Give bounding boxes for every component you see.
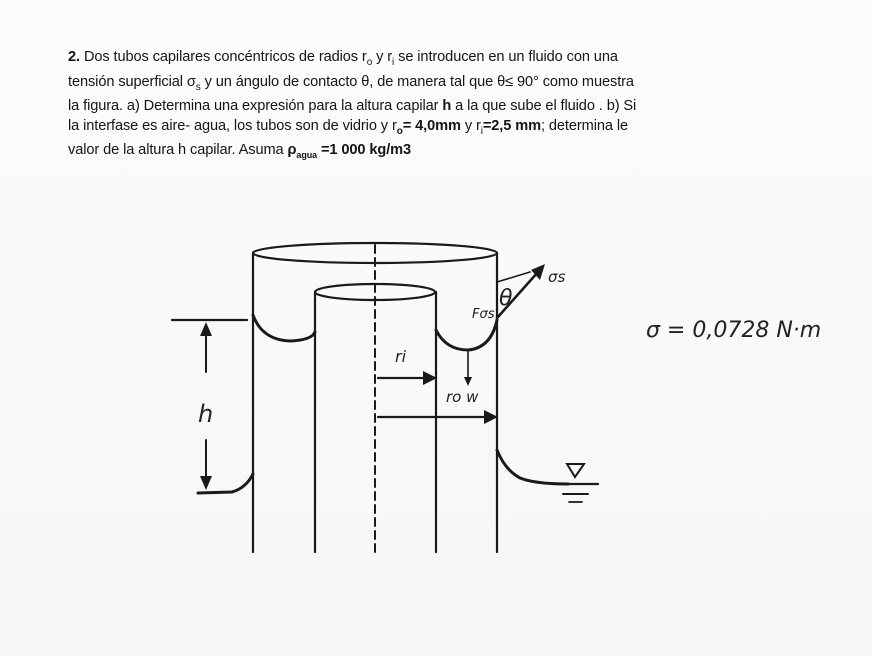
problem-number: 2. bbox=[68, 49, 80, 65]
label-ri: ri bbox=[395, 347, 407, 366]
label-h: h bbox=[198, 400, 214, 428]
weight-arrow-head bbox=[464, 377, 472, 386]
tangent-line bbox=[497, 272, 530, 282]
water-level-triangle bbox=[567, 464, 584, 477]
label-force: Fσs bbox=[472, 307, 495, 322]
meniscus-right bbox=[436, 320, 497, 350]
outer-free-surface bbox=[497, 450, 568, 484]
label-sigma: σs bbox=[548, 268, 566, 286]
problem-statement: 2. Dos tubos capilares concéntricos de radios $r_o$ y $r_i$ se introducen en un fluido con una tensión superficial $\sigma_s$ y un ángulo de contacto θ, de manera tal que θ≤ 90° como muestra la figura. a) Determina una expresión para la altura capilar h a la que sube el fluido . b) Si la interfase es aire- agua, los tubos son de vidrio y $r_o= 4,0mm$ y $r_i=2,5$ mm; determina le valor de la altura h capilar. Asuma $\rho_{agua} =1$ 000 kg/m3 bbox=[68, 49, 637, 160]
h-arrow-head-bottom bbox=[200, 476, 212, 490]
h-arrow-head-top bbox=[200, 322, 212, 336]
label-ro: ro w bbox=[446, 388, 479, 406]
meniscus-left bbox=[253, 315, 315, 341]
label-theta: θ bbox=[499, 286, 513, 311]
handwritten-surface-tension: σ = 0,0728 N·m bbox=[646, 318, 822, 343]
